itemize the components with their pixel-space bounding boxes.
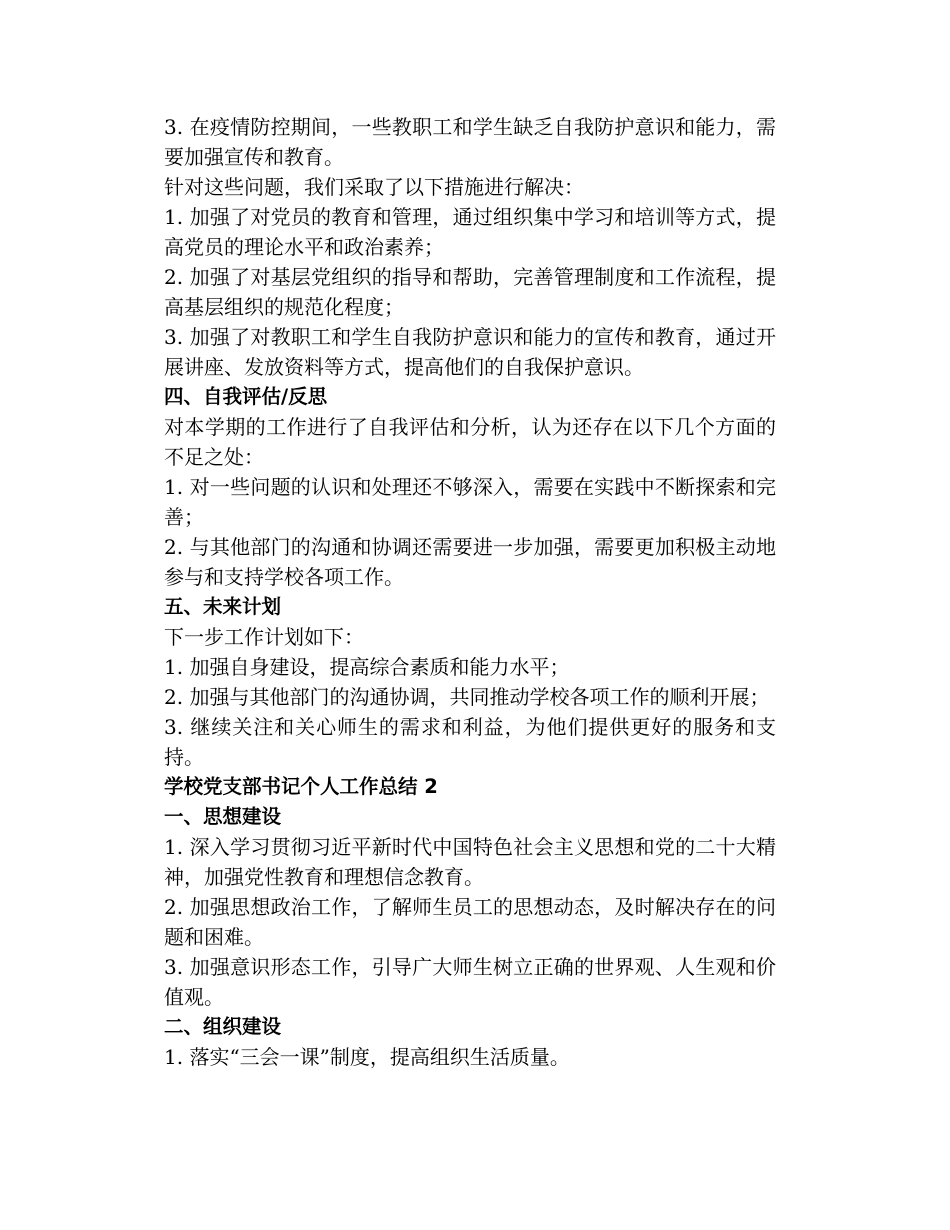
paragraph-shortcoming-1: 1. 对一些问题的认识和处理还不够深入，需要在实践中不断探索和完善； <box>164 475 776 529</box>
paragraph-measure-2: 2. 加强了对基层党组织的指导和帮助，完善管理制度和工作流程，提高基层组织的规范化程度； <box>164 265 776 319</box>
paragraph-plan-3: 3. 继续关注和关心师生的需求和利益，为他们提供更好的服务和支持。 <box>164 715 776 769</box>
heading-future-plan: 五、未来计划 <box>164 595 282 618</box>
paragraph-measure-3: 3. 加强了对教职工和学生自我防护意识和能力的宣传和教育，通过开展讲座、发放资料等方式，提高他们的自我保护意识。 <box>164 325 776 379</box>
paragraph-plan-1: 1. 加强自身建设，提高综合素质和能力水平； <box>164 655 570 679</box>
paragraph-ideology-3: 3. 加强意识形态工作，引导广大师生树立正确的世界观、人生观和价值观。 <box>164 955 776 1009</box>
paragraph-shortcoming-2: 2. 与其他部门的沟通和协调还需要进一步加强，需要更加积极主动地参与和支持学校各项工作。 <box>164 535 776 589</box>
heading-self-assessment: 四、自我评估/反思 <box>164 385 328 408</box>
paragraph-measure-1: 1. 加强了对党员的教育和管理，通过组织集中学习和培训等方式，提高党员的理论水平和政治素养； <box>164 205 776 259</box>
heading-summary-2-title: 学校党支部书记个人工作总结 2 <box>164 775 438 798</box>
paragraph-ideology-1: 1. 深入学习贯彻习近平新时代中国特色社会主义思想和党的二十大精神，加强党性教育和理想信念教育。 <box>164 835 776 889</box>
document-page <box>164 112 776 1072</box>
paragraph-organization-1: 1. 落实“三会一课”制度，提高组织生活质量。 <box>164 1045 570 1069</box>
paragraph-assessment-intro: 对本学期的工作进行了自我评估和分析，认为还存在以下几个方面的不足之处： <box>164 415 776 469</box>
paragraph-ideology-2: 2. 加强思想政治工作，了解师生员工的思想动态，及时解决存在的问题和困难。 <box>164 895 776 949</box>
paragraph-plan-intro: 下一步工作计划如下： <box>164 625 364 649</box>
heading-organization-building: 二、组织建设 <box>164 1015 282 1038</box>
paragraph-measures-intro: 针对这些问题，我们采取了以下措施进行解决： <box>164 175 584 199</box>
paragraph-epidemic-awareness: 3. 在疫情防控期间，一些教职工和学生缺乏自我防护意识和能力，需要加强宣传和教育。 <box>164 115 776 169</box>
paragraph-plan-2: 2. 加强与其他部门的沟通协调，共同推动学校各项工作的顺利开展； <box>164 685 770 709</box>
heading-ideological-building: 一、思想建设 <box>164 805 282 828</box>
